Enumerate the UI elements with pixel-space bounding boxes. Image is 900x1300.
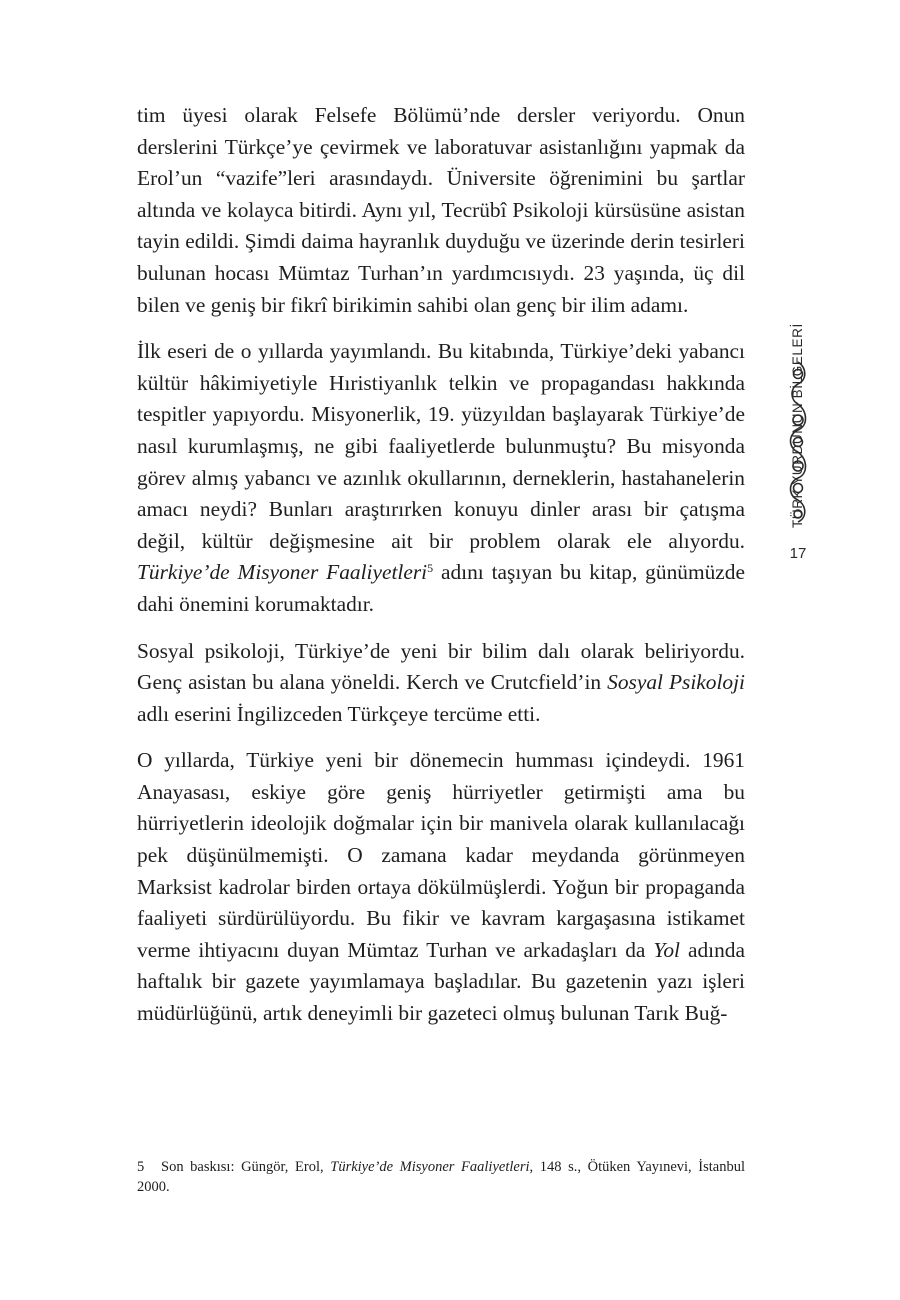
paragraph-4-text-a: O yıllarda, Türkiye yeni bir dönemecin humması içindeydi. 1961 Anayasası, eskiye göre geniş hürriyetler getirmişti ama bu hürriyetlerin ideolojik doğmalar için bir manivela olarak kullanılacağı pek düşünülmemişti. O zamana kadar meydanda görünmeyen Marksist kadrolar birden ortaya dökülmüşlerdi. Yoğun bir propaganda faaliyeti sürdürülüyordu. Bu fikir ve kavram kargaşasına istikamet verme ihtiyacını duyan Mümtaz Turhan ve arkadaşları da bbox=[137, 748, 745, 962]
newspaper-title-yol: Yol bbox=[653, 937, 680, 962]
paragraph-1 bbox=[137, 100, 745, 321]
paragraph-3-text-b: adlı eserini İngilizceden Türkçeye tercüme etti. bbox=[137, 701, 541, 726]
footnote-book-title: Türkiye’de Misyoner Faaliyetleri bbox=[330, 1159, 530, 1175]
paragraph-3 bbox=[137, 636, 745, 731]
page-number: 17 bbox=[789, 545, 807, 562]
footnote-text-a: Son baskısı: Güngör, Erol, bbox=[161, 1159, 324, 1175]
book-title-sosyal-psikoloji: Sosyal Psikoloji bbox=[607, 670, 745, 695]
footnote-number: 5 bbox=[137, 1159, 145, 1175]
paragraph-2 bbox=[137, 336, 745, 620]
paragraph-4 bbox=[137, 745, 745, 1029]
running-title: TÜRK YURDUNUN BİLGELERİ bbox=[790, 323, 805, 528]
body-text bbox=[137, 100, 745, 1045]
footnote-reference[interactable]: 5 bbox=[427, 561, 434, 576]
paragraph-2-text-b: adını taşıyan bu kitap, günümüzde dahi önemini korumaktadır. bbox=[137, 560, 745, 616]
footnote bbox=[137, 1157, 745, 1197]
swirl-ornament-icon bbox=[783, 360, 813, 530]
footnote-text-b: , 148 s., Ötüken Yayınevi, İstanbul 2000. bbox=[137, 1159, 745, 1195]
book-title-misyoner: Türkiye’de Misyoner Faaliyetleri bbox=[137, 560, 428, 585]
paragraph-3-text-a: Sosyal psikoloji, Türkiye’de yeni bir bilim dalı olarak beliriyordu. Genç asistan bu alana yöneldi. Kerch ve Crutcfield’in bbox=[137, 638, 745, 695]
paragraph-1-text: tim üyesi olarak Felsefe Bölümü’nde dersler veriyordu. Onun derslerini Türkçe’ye çevirmek ve laboratuvar asistanlığını yapmak da Erol’un “vazife”leri arasındaydı. Üniversite öğrenimini bu şartlar altında ve kolayca bitirdi. Aynı yıl, Tecrübî Psikoloji kürsüsüne asistan tayin edildi. Şimdi daima hayranlık duyduğu ve üzerinde derin tesirleri bulunan hocası Mümtaz Turhan’ın yardımcısıydı. 23 yaşında, üç dil bilen ve geniş bir fikrî birikimin sahibi olan genç bir ilim adamı. bbox=[137, 103, 745, 317]
paragraph-4-text-b: adında haftalık bir gazete yayımlamaya başladılar. Bu gazetenin yazı işleri müdürlüğünü, artık deneyimli bir gazeteci olmuş bulunan Tarık Buğ- bbox=[137, 937, 746, 1026]
paragraph-2-text-a: İlk eseri de o yıllarda yayımlandı. Bu kitabında, Türkiye’deki yabancı kültür hâkimiyetiyle Hıristiyanlık telkin ve propagandası hakkında tespitler yapıyordu. Misyonerlik, 19. yüzyıldan başlayarak Türkiye’de nasıl kurumlaşmış, ne gibi faaliyetlerde bulunmuştu? Bu misyonda görev almış yabancı ve azınlık okullarının, derneklerin, hastahanelerin amacı neydi? Bunları araştırırken konuyu dinler arası bir çatışma değil, kültür değişmesine ait bir problem olarak ele alıyordu. bbox=[137, 339, 745, 553]
